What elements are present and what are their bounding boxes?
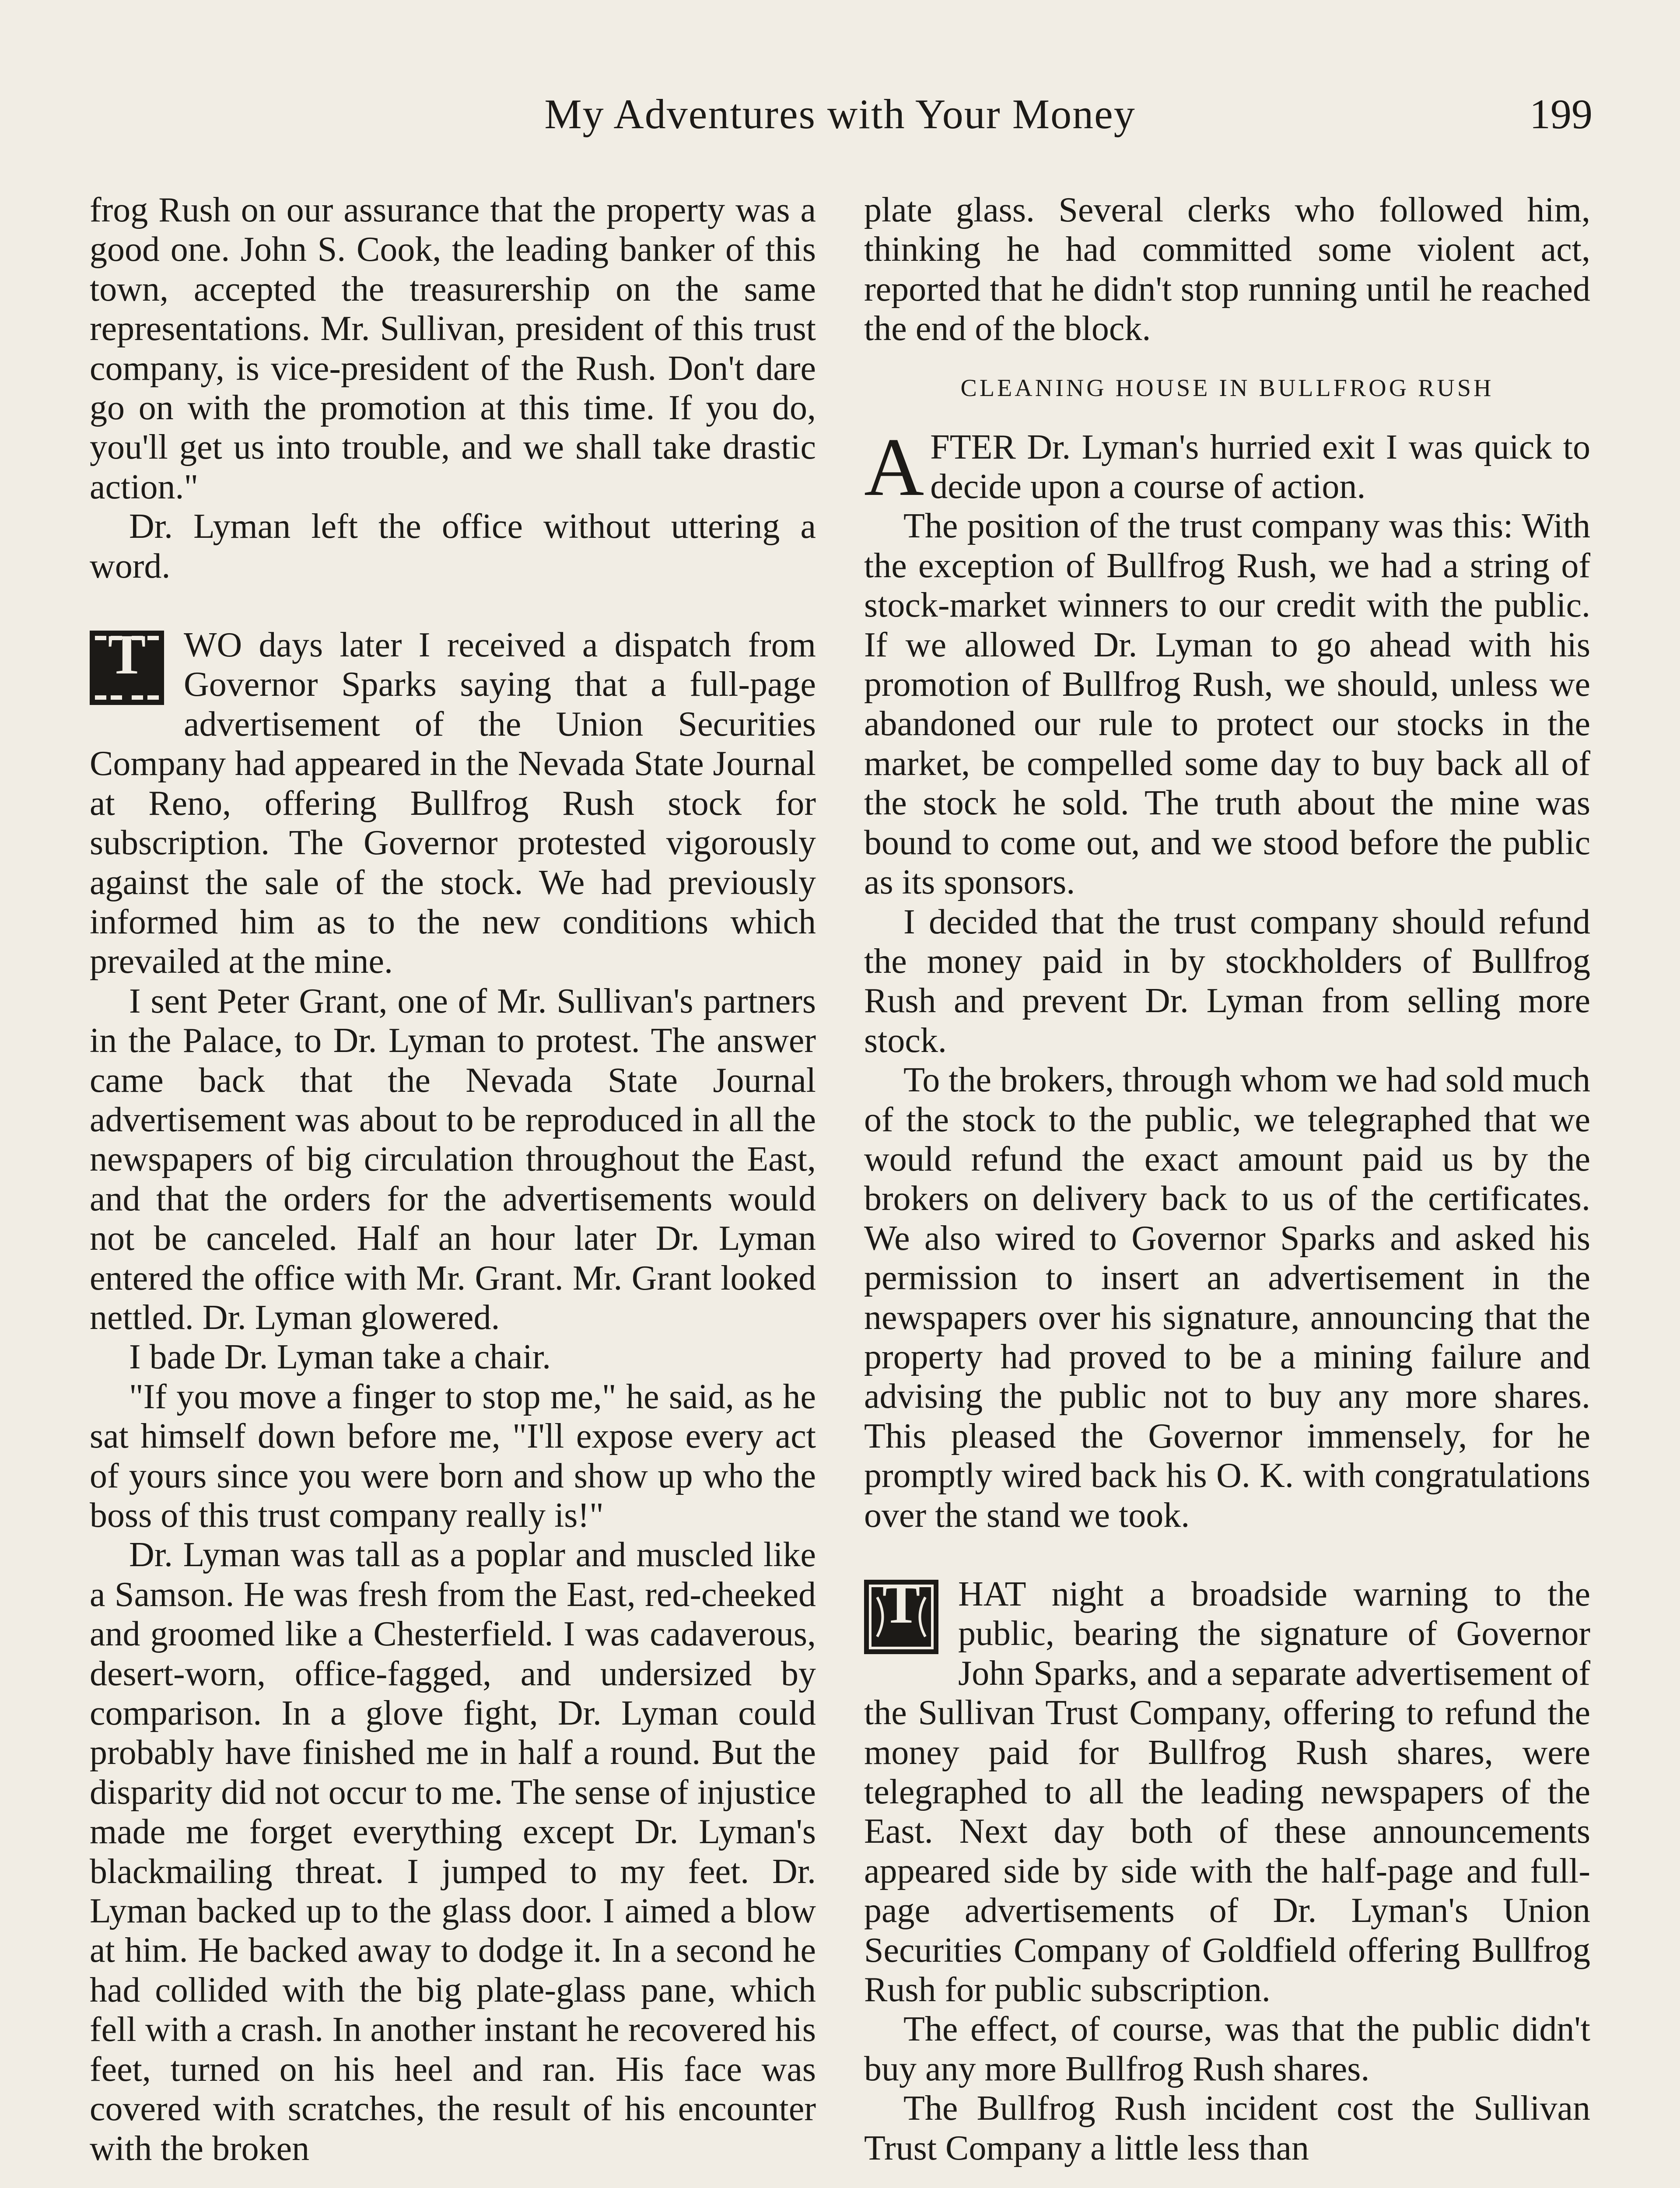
paragraph: I sent Peter Grant, one of Mr. Sullivan's partners in the Palace, to Dr. Lyman to protest. The answer came back that the Nevada State Journal advertisement was about to be reproduced in all the newspapers of big circulation throughout the East, and that the orders for the advertisements would not be canceled. Half an hour later Dr. Lyman entered the office with Mr. Grant. Mr. Grant looked nettled. Dr. Lyman glowered. [90, 982, 816, 1337]
drop-cap: A [864, 421, 924, 513]
paragraph-with-ornament [864, 1574, 1590, 2009]
paragraph: I decided that the trust company should refund the money paid in by stockholders of Bullfrog Rush and prevent Dr. Lyman from selling more stock. [864, 902, 1590, 1060]
paragraph: I bade Dr. Lyman take a chair. [129, 1338, 551, 1377]
paragraph: The position of the trust company was this: With the exception of Bullfrog Rush, we had a string of stock-market winners to our credit with the public. If we allowed Dr. Lyman to go ahead with his promotion of Bullfrog Rush, we should, unless we abandoned our rule to protect our stocks in the market, be compelled some day to buy back all of the stock he sold. The truth about the mine was bound to come out, and we stood before the public as its sponsors. [864, 507, 1590, 902]
paragraph-with-dropcap [864, 421, 1590, 513]
page-header [88, 90, 1592, 142]
running-title: My Adventures with Your Money [544, 91, 1136, 137]
paragraph: The effect, of course, was that the public didn't buy any more Bullfrog Rush shares. [864, 2010, 1590, 2088]
left-column [90, 190, 816, 2168]
ornamental-initial-icon [90, 623, 164, 705]
section-subhead: CLEANING HOUSE IN BULLFROG RUSH [960, 374, 1494, 402]
paragraph: Dr. Lyman left the office without uttering a word. [90, 507, 816, 586]
paragraph: frog Rush on our assurance that the property was a good one. John S. Cook, the leading banker of this town, accepted the treasurership on the same representations. Mr. Sullivan, president of this trust company, is vice-president of the Rush. Don't dare go on with the promotion at this time. If you do, you'll get us into trouble, and we shall take drastic action." [90, 191, 816, 506]
paragraph: plate glass. Several clerks who followed him, thinking he had committed some violent act, reported that he didn't stop running until he reached the end of the block. [864, 191, 1590, 348]
ornament-letter: T [882, 1572, 920, 1635]
paragraph: "If you move a finger to stop me," he said, as he sat himself down before me, "I'll expose every act of yours since you were born and show up who the boss of this trust company really is!" [90, 1377, 816, 1535]
paragraph: Dr. Lyman was tall as a poplar and muscled like a Samson. He was fresh from the East, red-cheeked and groomed like a Chesterfield. I was cadaverous, desert-worn, office-fagged, and undersized by comparison. In a glove fight, Dr. Lyman could probably have finished me in half a round. But the disparity did not occur to me. The sense of injustice made me forget everything except Dr. Lyman's blackmailing threat. I jumped to my feet. Dr. Lyman backed up to the glass door. I aimed a blow at him. He backed away to dodge it. In a second he had collided with the big plate-glass pane, which fell with a crash. In another instant he recovered his feet, turned on his heel and ran. His face was covered with scratches, the result of his encounter with the broken [90, 1536, 816, 2168]
paragraph-text: HAT night a broadside warning to the public, bearing the signature of Governor John Sparks, and a separate advertisement of the Sullivan Trust Company, offering to refund the money paid for Bullfrog Rush shares, were telegraphed to all the leading newspapers of the East. Next day both of these announcements appeared side by side with the half-page and full-page advertisements of Dr. Lyman's Union Securities Company of Goldfield offering Bullfrog Rush for public subscription. [864, 1575, 1590, 2009]
right-column [864, 190, 1590, 2168]
paragraph: To the brokers, through whom we had sold much of the stock to the public, we telegraphed that we would refund the exact amount paid us by the brokers on delivery back to us of the certificates. We also wired to Governor Sparks and asked his permission to insert an advertisement in the newspapers over his signature, announcing that the property had proved to be a mining failure and advising the public not to buy any more shares. This pleased the Governor immensely, for he promptly wired back his O. K. with congratulations over the stand we took. [864, 1061, 1590, 1535]
paragraph-with-ornament [90, 625, 816, 982]
paragraph: The Bullfrog Rush incident cost the Sullivan Trust Company a little less than [864, 2089, 1590, 2167]
paragraph-text: FTER Dr. Lyman's hurried exit I was quick to decide upon a course of action. [930, 428, 1590, 506]
ornamental-initial-icon [864, 1572, 938, 1654]
page-number: 199 [1530, 91, 1592, 137]
paragraph-text: WO days later I received a dispatch from Governor Sparks saying that a full-page advertisement of the Union Securities Company had appeared in the Nevada State Journal at Reno, offering Bullfrog Rush stock for subscription. The Governor protested vigorously against the sale of the stock. We had previously informed him as to the new conditions which prevailed at the mine. [90, 626, 816, 981]
section-gap [90, 586, 816, 625]
ornament-letter: T [108, 623, 146, 687]
section-gap [864, 1535, 1590, 1574]
